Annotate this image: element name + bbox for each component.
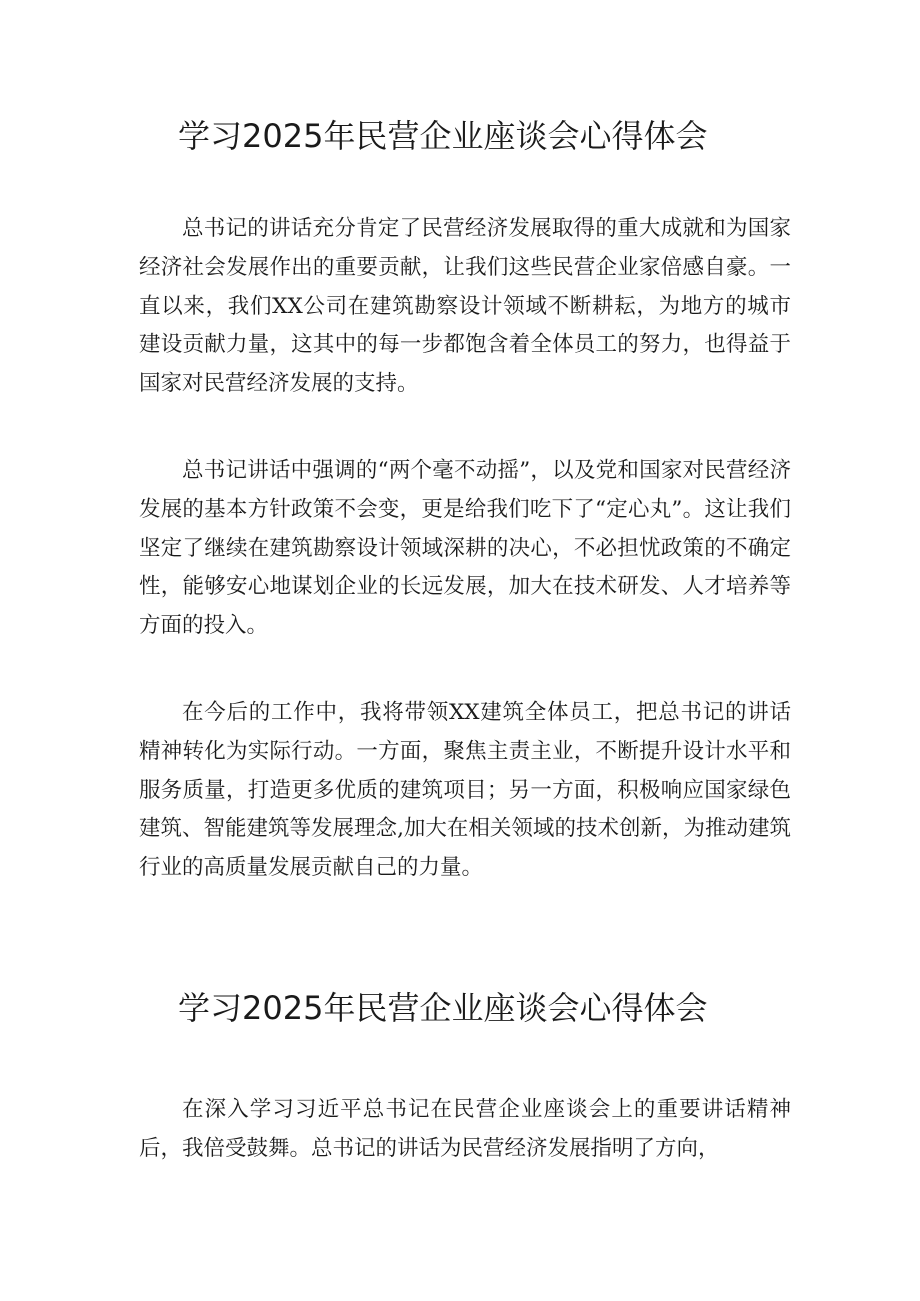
section-1-paragraph-3: 在今后的工作中，我将带领XX建筑全体员工，把总书记的讲话精神转化为实际行动。一方面，聚焦主责主业，不断提升设计水平和服务质量，打造更多优质的建筑项目；另一方面，积极响应国家绿色建筑、智能建筑等发展理念,加大在相关领域的技术创新，为推动建筑行业的高质量发展贡献自己的力量。 [139, 700, 791, 881]
section-1-title: 学习2025年民营企业座谈会心得体会 [178, 117, 708, 155]
section-1-paragraph-1: 总书记的讲话充分肯定了民营经济发展取得的重大成就和为国家经济社会发展作出的重要贡献，让我们这些民营企业家倍感自豪。一直以来，我们XX公司在建筑勘察设计领域不断耕耘，为地方的城市建设贡献力量，这其中的每一步都饱含着全体员工的努力，也得益于国家对民营经济发展的支持。 [139, 216, 791, 397]
section-2-paragraph-1: 在深入学习习近平总书记在民营企业座谈会上的重要讲话精神后，我倍受鼓舞。总书记的讲话为民营经济发展指明了方向， [139, 1097, 791, 1161]
section-1-paragraph-2: 总书记讲话中强调的“两个毫不动摇”，以及党和国家对民营经济发展的基本方针政策不会变，更是给我们吃下了“定心丸”。这让我们坚定了继续在建筑勘察设计领域深耕的决心，不必担忧政策的不确定性，能够安心地谋划企业的长远发展，加大在技术研发、人才培养等方面的投入。 [139, 458, 791, 639]
section-2-title: 学习2025年民营企业座谈会心得体会 [178, 989, 708, 1027]
